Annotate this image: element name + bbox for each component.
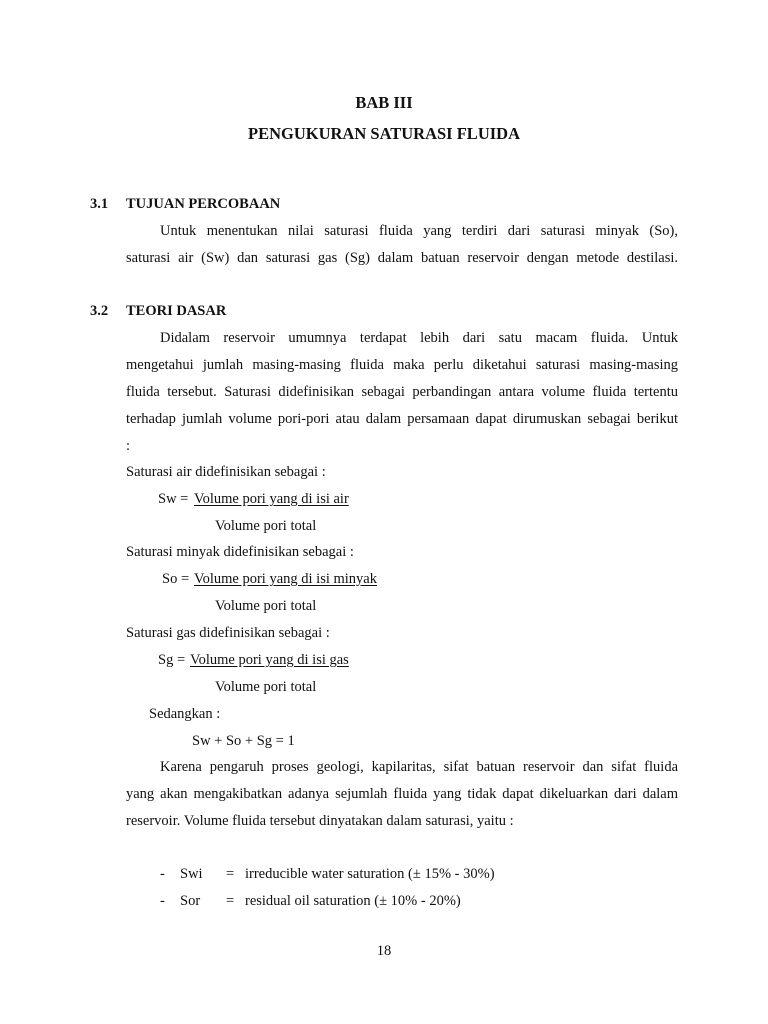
tujuan-line-1: Untuk menentukan nilai saturasi fluida yang terdiri dari saturasi minyak (So),	[160, 223, 678, 239]
oil-saturation-lhs: So =	[162, 571, 190, 587]
teori-para2-line-1: Karena pengaruh proses geologi, kapilaritas, sifat batuan reservoir dan sifat fluida	[160, 759, 678, 775]
gas-saturation-numerator: Volume pori yang di isi gas	[190, 652, 349, 668]
list-item-description: irreducible water saturation (± 15% - 30%)	[245, 866, 495, 882]
saturation-sum-equation: Sw + So + Sg = 1	[192, 733, 295, 749]
list-item-description: residual oil saturation (± 10% - 20%)	[245, 893, 461, 909]
teori-para1-line-1: Didalam reservoir umumnya terdapat lebih dari satu macam fluida. Untuk	[160, 330, 678, 346]
gas-saturation-denominator: Volume pori total	[215, 679, 317, 695]
oil-saturation-denominator: Volume pori total	[215, 598, 317, 614]
oil-saturation-intro: Saturasi minyak didefinisikan sebagai :	[126, 544, 354, 560]
list-item-dash: -	[160, 866, 165, 882]
list-item-term: Sor	[180, 893, 201, 909]
teori-para1-line-3: fluida tersebut. Saturasi didefinisikan sebagai perbandingan antara volume fluida tertentu	[126, 384, 678, 400]
teori-para2-line-2: yang akan mengakibatkan adanya sejumlah fluida yang tidak dapat dikeluarkan dari dalam	[126, 786, 678, 802]
chapter-title: PENGUKURAN SATURASI FLUIDA	[248, 124, 520, 143]
list-item-equals: =	[226, 866, 235, 882]
water-saturation-lhs: Sw =	[158, 491, 189, 507]
gas-saturation-intro: Saturasi gas didefinisikan sebagai :	[126, 625, 330, 641]
teori-para1-line-2: mengetahui jumlah masing-masing fluida maka perlu diketahui saturasi masing-masing	[126, 357, 678, 373]
teori-para2-line-3: reservoir. Volume fluida tersebut dinyatakan dalam saturasi, yaitu :	[126, 813, 514, 829]
oil-saturation-numerator: Volume pori yang di isi minyak	[194, 571, 377, 587]
water-saturation-numerator: Volume pori yang di isi air	[194, 491, 349, 507]
water-saturation-intro: Saturasi air didefinisikan sebagai :	[126, 464, 326, 480]
teori-para1-line-4: terhadap jumlah volume pori-pori atau dalam persamaan dapat dirumuskan sebagai berikut	[126, 411, 678, 427]
section-heading-teori: TEORI DASAR	[126, 303, 227, 319]
list-item-term: Swi	[180, 866, 203, 882]
section-number-3-1: 3.1	[90, 196, 109, 212]
section-heading-tujuan: TUJUAN PERCOBAAN	[126, 196, 281, 212]
tujuan-line-2: saturasi air (Sw) dan saturasi gas (Sg) dalam batuan reservoir dengan metode destilasi.	[126, 250, 678, 266]
gas-saturation-lhs: Sg =	[158, 652, 186, 668]
teori-para1-line-5: :	[126, 438, 131, 454]
chapter-label: BAB III	[355, 93, 413, 112]
water-saturation-denominator: Volume pori total	[215, 518, 317, 534]
page-number: 18	[376, 943, 392, 959]
list-item-dash: -	[160, 893, 165, 909]
sedangkan-label: Sedangkan :	[149, 706, 221, 722]
section-number-3-2: 3.2	[90, 303, 109, 319]
list-item-equals: =	[226, 893, 235, 909]
